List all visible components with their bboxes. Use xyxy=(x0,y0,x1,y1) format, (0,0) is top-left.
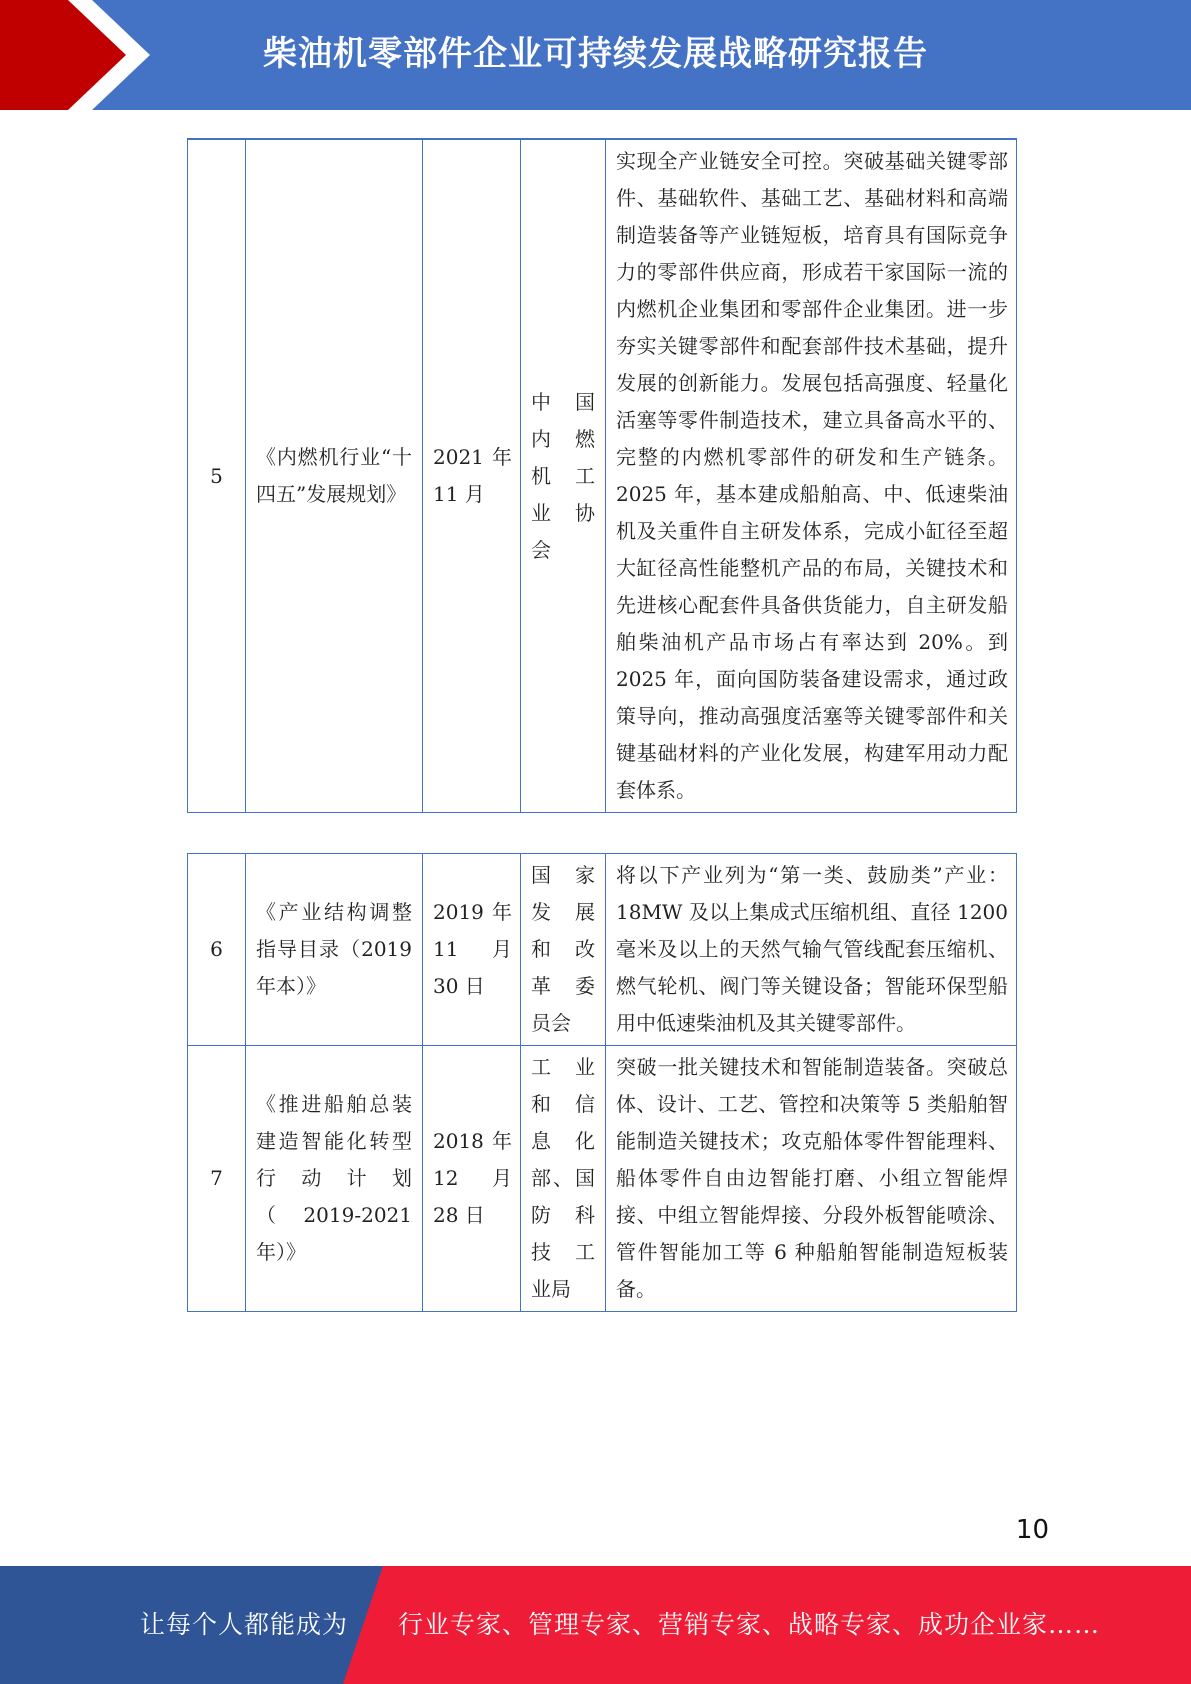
org-line: 和 改 xyxy=(531,937,595,961)
issuing-organization xyxy=(521,1046,606,1312)
org-line: 业局 xyxy=(531,1277,571,1301)
org-line: 机 工 xyxy=(531,463,595,488)
report-title: 柴油机零部件企业可持续发展战略研究报告 xyxy=(263,34,928,74)
org-line: 员会 xyxy=(531,1011,571,1035)
issuing-organization xyxy=(521,139,606,813)
table-row xyxy=(188,1046,1017,1312)
org-line: 发 展 xyxy=(531,900,595,924)
org-line: 革 委 xyxy=(531,974,595,998)
policy-content: 将以下产业列为“第一类、鼓励类”产业：18MW 及以上集成式压缩机组、直径 1200 毫米及以上的天然气输气管线配套压缩机、燃气轮机、阀门等关键设备；智能环保型船用中低速柴油机及其关键零部件。 xyxy=(606,854,1017,1046)
org-line: 技 工 xyxy=(531,1240,595,1264)
org-line: 防 科 xyxy=(531,1203,595,1227)
policy-name: 《内燃机行业“十四五”发展规划》 xyxy=(246,139,423,813)
row-number: 7 xyxy=(188,1046,246,1312)
issue-date: 2019 年 11 月 30 日 xyxy=(423,854,521,1046)
org-line: 中 国 xyxy=(531,389,595,414)
issue-date: 2018 年 12 月 28 日 xyxy=(423,1046,521,1312)
org-line: 国 家 xyxy=(531,863,595,887)
policy-content: 实现全产业链安全可控。突破基础关键零部件、基础软件、基础工艺、基础材料和高端制造装备等产业链短板，培育具有国际竞争力的零部件供应商，形成若干家国际一流的内燃机企业集团和零部件企业集团。进一步夯实关键零部件和配套部件技术基础，提升发展的创新能力。发展包括高强度、轻量化活塞等零件制造技术，建立具备高水平的、完整的内燃机零部件的研发和生产链条。2025 年，基本建成船舶高、中、低速柴油机及关重件自主研发体系，完成小缸径至超大缸径高性能整机产品的布局，关键技术和先进核心配套件具备供货能力，自主研发船舶柴油机产品市场占有率达到 20%。到 2025 年，面向国防装备建设需求，通过政策导向，推动高强度活塞等关键零部件和关键基础材料的产业化发展，构建军用动力配套体系。 xyxy=(606,139,1017,813)
org-line: 业 协 xyxy=(531,500,595,525)
row-number: 6 xyxy=(188,854,246,1046)
org-line: 息 化 xyxy=(531,1129,595,1153)
table-row xyxy=(188,139,1017,813)
policy-name: 《产业结构调整指导目录（2019 年本）》 xyxy=(246,854,423,1046)
page-header xyxy=(0,0,1191,110)
page-number: 10 xyxy=(1015,1515,1049,1545)
policy-table xyxy=(187,853,1017,1312)
footer-slogan-right: 行业专家、管理专家、营销专家、战略专家、成功企业家…… xyxy=(398,1610,1101,1639)
policy-content: 突破一批关键技术和智能制造装备。突破总体、设计、工艺、管控和决策等 5 类船舶智能制造关键技术；攻克船体零件智能理料、船体零件自由边智能打磨、小组立智能焊接、中组立智能焊接、分段外板智能喷涂、管件智能加工等 6 种船舶智能制造短板装备。 xyxy=(606,1046,1017,1312)
org-line: 内 燃 xyxy=(531,426,595,451)
issue-date: 2021 年 11 月 xyxy=(423,139,521,813)
org-line: 会 xyxy=(531,537,551,562)
row-number: 5 xyxy=(188,139,246,813)
org-line: 部、国 xyxy=(531,1166,595,1190)
issuing-organization xyxy=(521,854,606,1046)
footer-slogan-left: 让每个人都能成为 xyxy=(140,1610,349,1639)
table-row xyxy=(188,854,1017,1046)
policy-table-continued xyxy=(187,138,1017,813)
org-line: 工 业 xyxy=(531,1055,595,1079)
policy-name: 《推进船舶总装建造智能化转型行动计划（2019-2021 年）》 xyxy=(246,1046,423,1312)
org-line: 和 信 xyxy=(531,1092,595,1116)
page-footer xyxy=(0,1566,1191,1684)
